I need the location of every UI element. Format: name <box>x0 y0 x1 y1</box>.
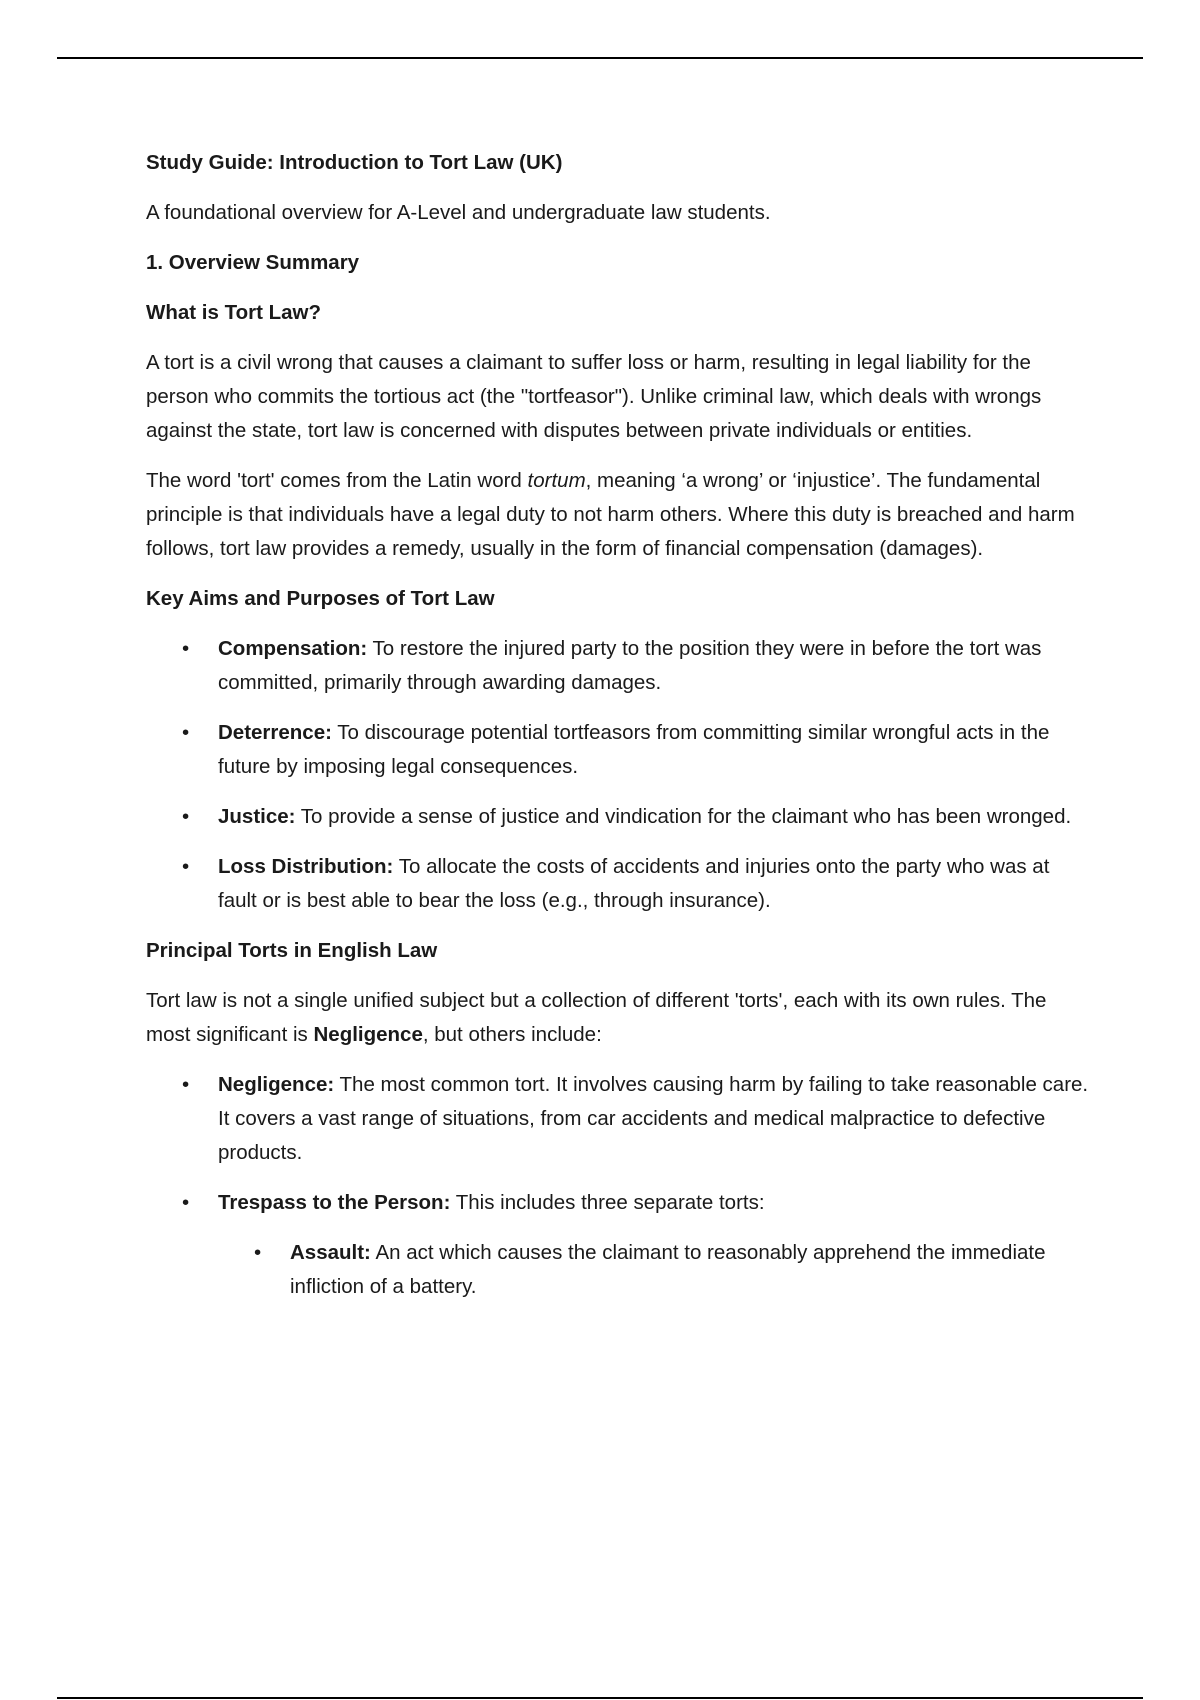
intro-text-before: Tort law is not a single unified subject but a collection of different 'torts', each with its own rules. The most significant is <box>146 989 1047 1046</box>
negligence-emphasis: Negligence <box>313 1023 423 1046</box>
document-body <box>146 146 1092 1320</box>
subheading-key-aims: Key Aims and Purposes of Tort Law <box>146 587 495 610</box>
aim-term: Loss Distribution: <box>218 855 394 878</box>
list-item-tort <box>146 1068 1092 1170</box>
paragraph-tort-etymology <box>146 464 1092 566</box>
aim-text: To restore the injured party to the position they were in before the tort was committed, primarily through awarding damages. <box>218 637 1042 694</box>
aims-list <box>146 632 1092 918</box>
list-item-aim <box>146 850 1092 918</box>
list-item-aim <box>146 800 1092 834</box>
tort-text: The most common tort. It involves causing harm by failing to take reasonable care. It covers a vast range of situations, from car accidents and medical malpractice to defective products. <box>218 1073 1089 1164</box>
aim-text: To discourage potential tortfeasors from committing similar wrongful acts in the future by imposing legal consequences. <box>218 721 1050 778</box>
document-subtitle: A foundational overview for A-Level and undergraduate law students. <box>146 201 771 224</box>
tort-term: Trespass to the Person: <box>218 1191 451 1214</box>
section-heading-overview: 1. Overview Summary <box>146 251 360 274</box>
intro-text-after: , but others include: <box>422 1023 602 1046</box>
torts-list <box>146 1068 1092 1304</box>
aim-term: Justice: <box>218 805 296 828</box>
list-item-aim <box>146 632 1092 700</box>
latin-term: tortum <box>527 469 586 492</box>
etymology-text-after: , meaning ‘a wrong’ or ‘injustice’. The fundamental principle is that individuals have a legal duty to not harm others. Where this duty is breached and harm follows, tort law provides a remedy, usually in the form of financial compensation (damages). <box>146 469 1075 560</box>
list-item-subtype <box>218 1236 1092 1304</box>
aim-term: Compensation: <box>218 637 368 660</box>
subtype-term: Assault: <box>290 1241 371 1264</box>
tort-term: Negligence: <box>218 1073 335 1096</box>
document-title: Study Guide: Introduction to Tort Law (UK) <box>146 151 563 174</box>
list-item-tort <box>146 1186 1092 1304</box>
tort-text: This includes three separate torts: <box>450 1191 765 1214</box>
list-item-aim <box>146 716 1092 784</box>
paragraph-principal-intro <box>146 984 1092 1052</box>
paragraph-tort-definition: A tort is a civil wrong that causes a claimant to suffer loss or harm, resulting in legal liability for the person who commits the tortious act (the "tortfeasor"). Unlike criminal law, which deals with wrongs against the state, tort law is concerned with disputes between private individuals or entities. <box>146 351 1042 442</box>
subheading-what-is-tort-law: What is Tort Law? <box>146 301 322 324</box>
aim-term: Deterrence: <box>218 721 332 744</box>
etymology-text-before: The word 'tort' comes from the Latin word <box>146 469 528 492</box>
aim-text: To provide a sense of justice and vindication for the claimant who has been wronged. <box>295 805 1072 828</box>
header-rule <box>57 57 1143 59</box>
subheading-principal-torts: Principal Torts in English Law <box>146 939 438 962</box>
trespass-subtypes-list <box>218 1236 1092 1304</box>
footer-rule <box>57 1697 1143 1699</box>
subtype-text: An act which causes the claimant to reasonably apprehend the immediate infliction of a battery. <box>290 1241 1046 1298</box>
aim-text: To allocate the costs of accidents and injuries onto the party who was at fault or is best able to bear the loss (e.g., through insurance). <box>218 855 1050 912</box>
